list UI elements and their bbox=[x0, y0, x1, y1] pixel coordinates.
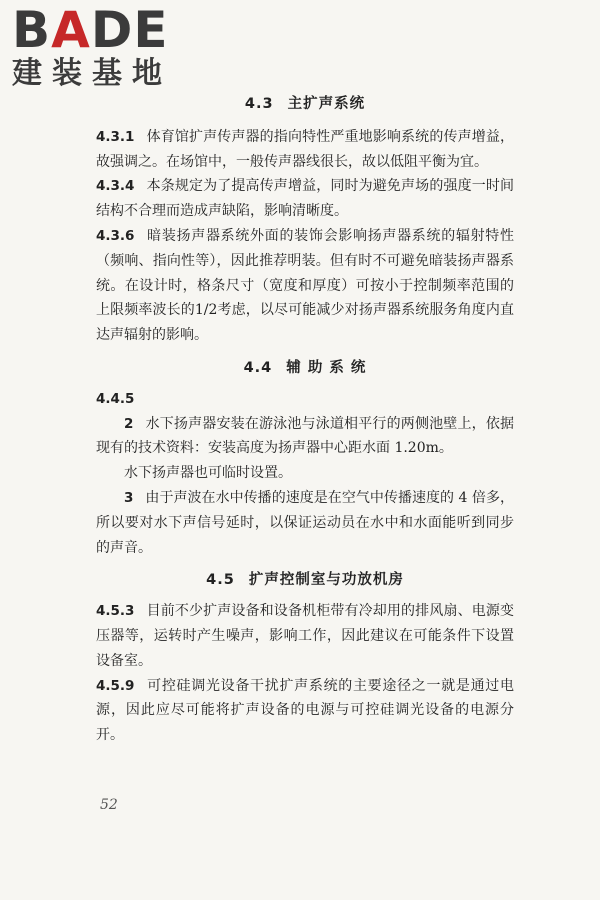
clause-4-4-5-item-2: 2 水下扬声器安装在游泳池与泳道相平行的两侧池壁上，依据现有的技术资料：安装高度为扬声器中心距水面 1.20m。 bbox=[96, 415, 514, 457]
clause-4-4-5-item-3: 3 由于声波在水中传播的速度是在空气中传播速度的 4 倍多，所以要对水下声信号延时，以保证运动员在水中和水面能听到同步的声音。 bbox=[96, 489, 514, 556]
logo-wordmark: BADE bbox=[12, 1, 169, 59]
bade-logo bbox=[8, 1, 178, 94]
logo-subtitle: 建装基地 bbox=[12, 56, 172, 91]
section-heading-4-4: 4.4 辅 助 系 统 bbox=[243, 359, 367, 376]
clause-4-5-9: 4.5.9 可控硅调光设备干扰扩声系统的主要途径之一就是通过电源，因此应尽可能将扩声设备的电源与可控硅调光设备的电源分开。 bbox=[96, 677, 514, 744]
page-content bbox=[96, 88, 514, 748]
clause-4-5-3: 4.5.3 目前不少扩声设备和设备机柜带有冷却用的排风扇、电源变压器等，运转时产生噪声，影响工作，因此建议在可能条件下设置设备室。 bbox=[96, 603, 514, 669]
section-heading-4-5: 4.5 扩声控制室与功放机房 bbox=[206, 572, 404, 589]
clause-4-3-1: 4.3.1 体育馆扩声传声器的指向特性严重地影响系统的传声增益，故强调之。在场馆中，一般传声器线很长，故以低阻平衡为宜。 bbox=[96, 128, 514, 170]
clause-4-3-6: 4.3.6 暗装扬声器系统外面的装饰会影响扬声器系统的辐射特性（频响、指向性等），因此推荐明装。但有时不可避免暗装扬声器系统。在设计时，格条尺寸（宽度和厚度）可按小于控制频率范围的上限频率波长的1/2考虑，以尽可能减少对扬声器系统服务角度内直达声辐射的影响。 bbox=[96, 227, 514, 344]
clause-4-4-5-note: 水下扬声器也可临时设置。 bbox=[124, 465, 292, 482]
clause-4-3-4: 4.3.4 本条规定为了提高传声增益，同时为避免声场的强度一时间结构不合理而造成声缺陷，影响清晰度。 bbox=[96, 178, 514, 220]
page-number: 52 bbox=[100, 797, 118, 813]
section-heading-4-3: 4.3 主扩声系统 bbox=[244, 96, 366, 112]
clause-4-4-5: 4.4.5 bbox=[96, 390, 135, 407]
